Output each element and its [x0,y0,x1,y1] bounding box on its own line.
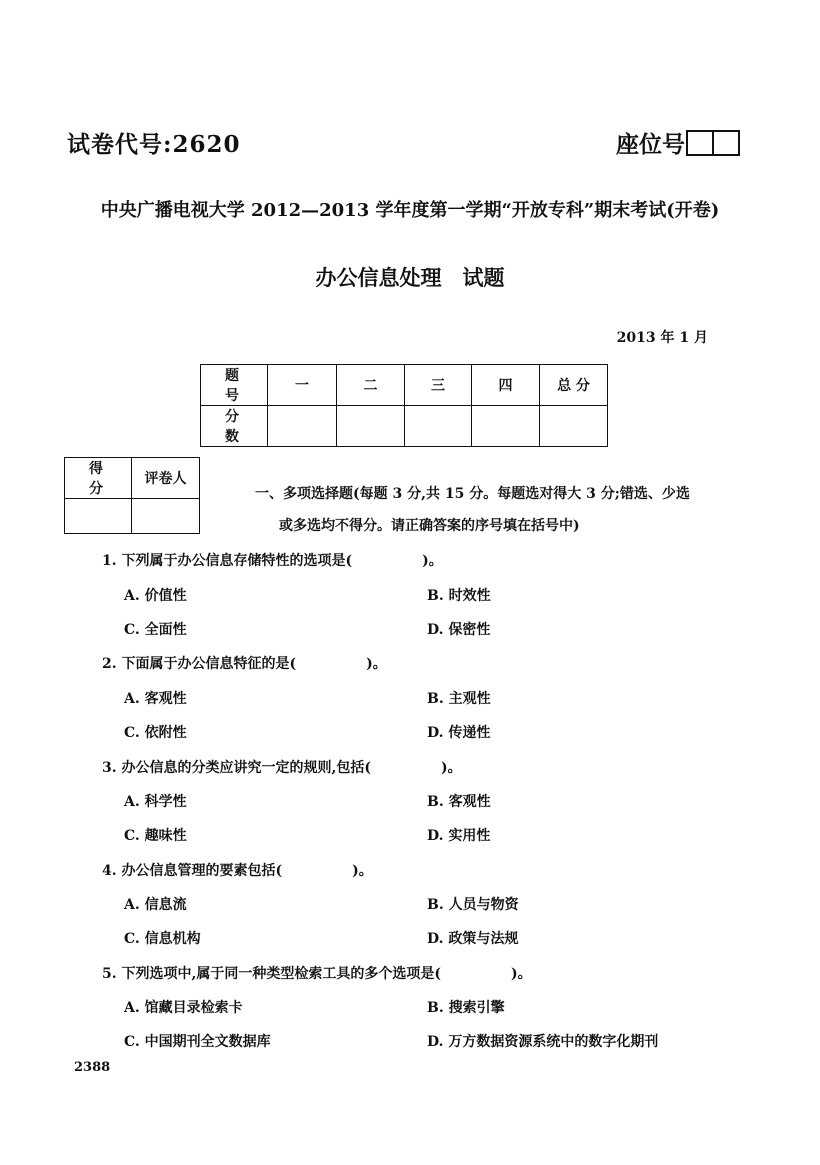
score-table [200,364,608,447]
question-4: 4. 办公信息管理的要素包括( )。 [102,863,373,879]
question-3-option-b: B. 客观性 [427,794,491,810]
score-cell [472,406,540,447]
question-1-option-a: A. 价值性 [124,588,187,604]
grader-table-header-row [65,458,200,499]
question-3-option-a: A. 科学性 [124,794,187,810]
question-4-option-c: C. 信息机构 [124,931,201,947]
score-cell [405,406,472,447]
question-1-option-c: C. 全面性 [124,622,187,638]
grader-score-label: 得 分 [65,458,132,499]
question-3-option-c: C. 趣味性 [124,828,187,844]
exam-date: 2013 年 1 月 [616,330,708,346]
score-table-column-3: 三 [405,365,472,406]
score-cell [268,406,337,447]
question-4-option-d: D. 政策与法规 [427,931,519,947]
question-5-option-c: C. 中国期刊全文数据库 [124,1034,271,1050]
exam-title: 办公信息处理 试题 [315,265,505,290]
score-table-column-1: 一 [268,365,337,406]
question-2-option-c: C. 依附性 [124,725,187,741]
grader-score-cell [65,499,132,534]
score-cell [540,406,608,447]
grader-table-blank-row [65,499,200,534]
score-cell [337,406,405,447]
question-3: 3. 办公信息的分类应讲究一定的规则,包括( )。 [102,760,462,776]
score-table-row1-label: 题 号 [201,365,268,406]
section-heading: 一、多项选择题(每题 3 分,共 15 分。每题选对得大 3 分;错选、少选 [255,486,690,502]
seat-number-label: 座位号 [616,131,685,158]
question-5-option-d: D. 万方数据资源系统中的数字化期刊 [427,1034,659,1050]
question-3-option-d: D. 实用性 [427,828,491,844]
question-1-option-d: D. 保密性 [427,622,491,638]
score-table-score-row [201,406,608,447]
question-2-option-a: A. 客观性 [124,691,187,707]
question-2: 2. 下面属于办公信息特征的是( )。 [102,656,387,672]
score-table-row2-label: 分 数 [201,406,268,447]
question-2-option-d: D. 传递性 [427,725,491,741]
grader-table [64,457,200,534]
section-heading-continued: 或多选均不得分。请正确答案的序号填在括号中) [279,518,580,534]
seat-number-boxes [686,130,740,156]
question-1-option-b: B. 时效性 [427,588,491,604]
score-table-column-2: 二 [337,365,405,406]
score-table-column-4: 四 [472,365,540,406]
question-5-option-a: A. 馆藏目录检索卡 [124,1000,243,1016]
question-5-option-b: B. 搜索引擎 [427,1000,505,1016]
question-4-option-a: A. 信息流 [124,897,187,913]
seat-number [616,126,740,159]
grader-name-label: 评卷人 [132,458,200,499]
seat-number-box [688,132,712,154]
score-table-column-total: 总 分 [540,365,608,406]
score-table-header-row [201,365,608,406]
page-number: 2388 [74,1060,111,1075]
paper-code: 试卷代号:2620 [67,131,241,158]
question-2-option-b: B. 主观性 [427,691,491,707]
question-4-option-b: B. 人员与物资 [427,897,519,913]
grader-name-cell [132,499,200,534]
question-1: 1. 下列属于办公信息存储特性的选项是( )。 [102,553,443,569]
seat-number-box [712,132,738,154]
exam-heading: 中央广播电视大学 2012—2013 学年度第一学期“开放专科”期末考试(开卷) [100,200,720,221]
question-5: 5. 下列选项中,属于同一种类型检索工具的多个选项是( )。 [102,966,532,982]
